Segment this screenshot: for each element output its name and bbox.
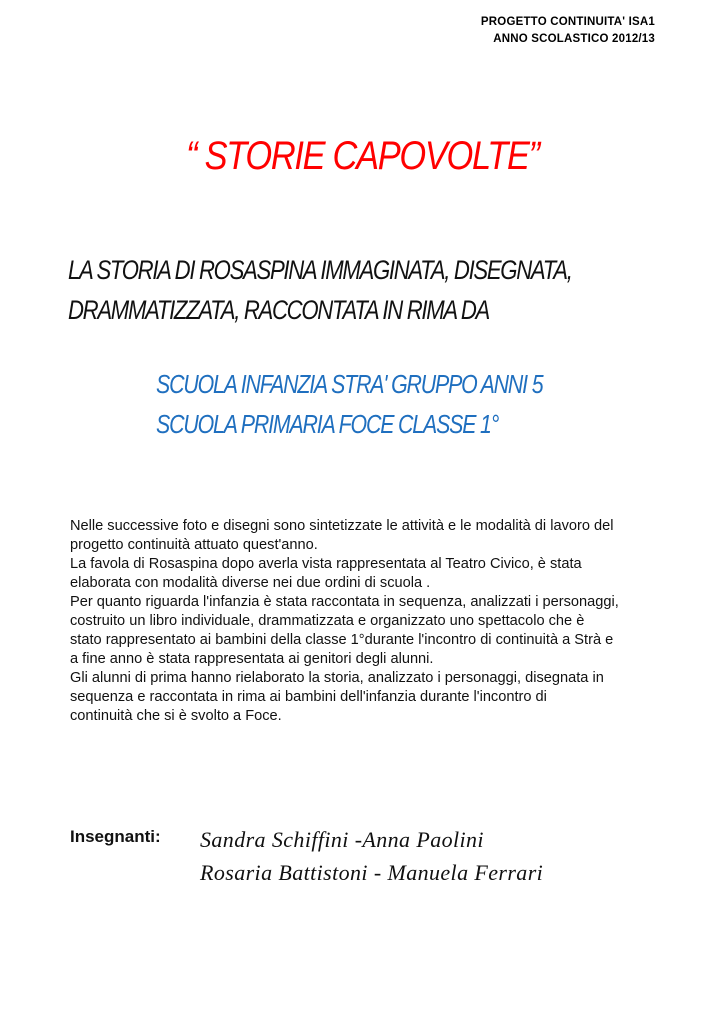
teachers-names (200, 823, 543, 889)
teachers-line-2: Rosaria Battistoni - Manuela Ferrari (200, 860, 544, 885)
body-line: Nelle successive foto e disegni sono sintetizzate le attività e le modalità di lavoro del (70, 518, 614, 534)
subtitle-line-2: DRAMMATIZZATA, RACCONTATA IN RIMA DA (68, 295, 489, 325)
body-line: stato rappresentato ai bambini della classe 1°durante l'incontro di continuità a Strà e (70, 632, 614, 648)
school-primaria: SCUOLA PRIMARIA FOCE CLASSE 1° (156, 409, 499, 439)
document-title: “ STORIE CAPOVOLTE” (186, 134, 539, 178)
teachers-label: Insegnanti: (70, 827, 161, 846)
body-line: La favola di Rosaspina dopo averla vista rappresentata al Teatro Civico, è stata (70, 556, 582, 572)
subtitle-line-1: LA STORIA DI ROSASPINA IMMAGINATA, DISEGNATA, (68, 255, 572, 285)
body-line: progetto continuità attuato quest'anno. (70, 537, 318, 553)
body-line: sequenza e raccontata in rima ai bambini dell'infanzia durante l'incontro di (70, 689, 547, 705)
document-header (481, 14, 655, 48)
story-subtitle (68, 250, 688, 330)
project-label: PROGETTO CONTINUITA' ISA1 (480, 16, 655, 28)
description-paragraph (70, 517, 690, 726)
body-line: costruito un libro individuale, drammatizzata e organizzato uno spettacolo che è (70, 613, 585, 629)
teachers-line-1: Sandra Schiffini -Anna Paolini (200, 827, 484, 852)
school-infanzia: SCUOLA INFANZIA STRA' GRUPPO ANNI 5 (156, 369, 543, 399)
schools-block (156, 364, 676, 444)
body-line: continuità che si è svolto a Foce. (70, 708, 282, 724)
body-line: Gli alunni di prima hanno rielaborato la storia, analizzato i personaggi, disegnata in (70, 670, 604, 686)
body-line: Per quanto riguarda l'infanzia è stata raccontata in sequenza, analizzati i personaggi, (70, 594, 619, 610)
teachers-section (70, 823, 690, 893)
body-line: elaborata con modalità diverse nei due ordini di scuola . (70, 575, 431, 591)
school-year-label: ANNO SCOLASTICO 2012/13 (493, 33, 655, 45)
body-line: a fine anno è stata rappresentata ai genitori degli alunni. (70, 651, 434, 667)
